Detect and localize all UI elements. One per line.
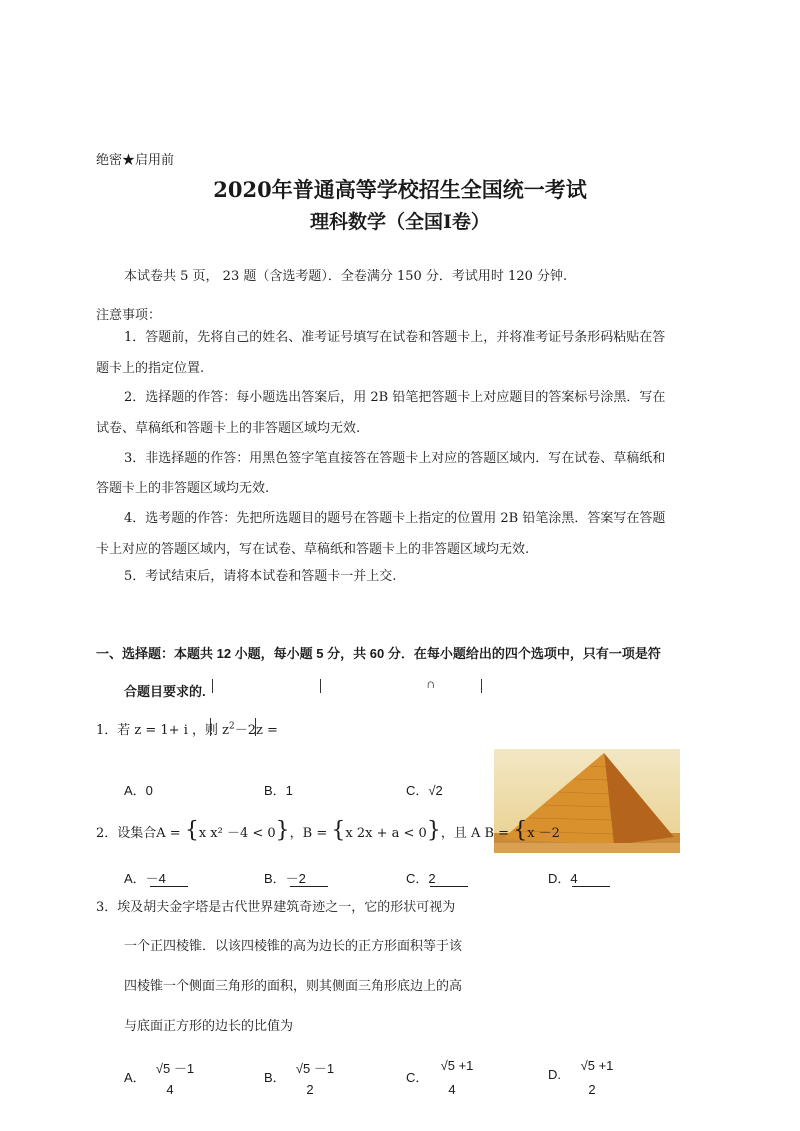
brace-open: { — [331, 818, 346, 843]
q3-option-a-denominator: 4 — [166, 1082, 174, 1097]
q2-option-b-underline — [290, 886, 328, 887]
q2-stem-mid: ，B = — [289, 826, 328, 841]
exam-subtitle: 理科数学（全国Ⅰ卷） — [310, 211, 490, 233]
q2-option-d-underline — [572, 886, 610, 887]
exam-intro: 本试卷共 5 页， 23 题（含选考题）．全卷满分 150 分．考试用时 120 分钟. — [124, 269, 568, 284]
stray-intersection-symbol: ∩ — [426, 676, 436, 691]
q3-option-c-label: C． — [406, 1070, 429, 1085]
q2-option-a: A．－4 — [124, 871, 166, 886]
q2-option-b: B．－2 — [264, 871, 306, 886]
note-1-line-2: 题卡上的指定位置. — [96, 361, 205, 376]
q3-option-d-label: D. — [548, 1067, 561, 1082]
q3-option-b-label: B． — [264, 1070, 286, 1085]
q2-stem-end: ，且 A B = — [440, 826, 510, 841]
q1-option-a: A．0 — [124, 783, 153, 798]
q2-set-b: x 2x + a < 0 — [345, 826, 427, 841]
q1-option-c: C．√2 — [406, 783, 443, 798]
note-3-line-1: 3．非选择题的作答：用黑色签字笔直接答在答题卡上对应的答题区域内．写在试卷、草稿纸和 — [124, 451, 666, 466]
note-2-line-1: 2．选择题的作答：每小题选出答案后，用 2B 铅笔把答题卡上对应题目的答案标号涂黑．写在 — [124, 390, 666, 405]
brace-open: { — [184, 818, 199, 843]
q2-stem — [96, 820, 560, 842]
q1-stem-start: 1．若 z = 1+ i ，则 z — [96, 723, 229, 738]
brace-close: } — [275, 818, 290, 843]
note-4-line-1: 4．选考题的作答：先把所选题目的题号在答题卡上指定的位置用 2B 铅笔涂黑．答案写在答题 — [124, 511, 666, 526]
q2-option-a-underline — [150, 886, 188, 887]
q1-stem-end: = — [262, 723, 278, 738]
note-2-line-2: 试卷、草稿纸和答题卡上的非答题区域均无效. — [96, 421, 361, 436]
q2-option-c: C．2 — [406, 871, 436, 886]
q1-exponent: 2 — [228, 721, 235, 732]
abs-bar-left — [210, 718, 211, 736]
q2-option-d: D．4 — [548, 871, 578, 886]
q3-line-3: 四棱锥一个侧面三角形的面积，则其侧面三角形底边上的高 — [124, 979, 463, 994]
notes-heading: 注意事项： — [96, 308, 162, 323]
q2-set-c: x －2 — [527, 826, 560, 841]
q3-option-c-numerator: √5 +1 — [440, 1058, 474, 1073]
q3-option-a-label: A． — [124, 1070, 146, 1085]
q2-option-c-underline — [430, 886, 468, 887]
q3-option-d-numerator: √5 +1 — [580, 1058, 614, 1073]
brace-open: { — [513, 818, 528, 843]
stray-bar — [320, 679, 321, 693]
exam-title: 2020年普通高等学校招生全国统一考试 — [213, 177, 587, 202]
note-4-line-2: 卡上对应的答题区域内，写在试卷、草稿纸和答题卡上的非答题区域均无效. — [96, 542, 530, 557]
section-heading-line-2: 合题目要求的. — [124, 684, 206, 699]
q3-option-d-denominator: 2 — [588, 1082, 596, 1097]
q3-option-c-denominator: 4 — [448, 1082, 456, 1097]
q3-option-b-denominator: 2 — [306, 1082, 314, 1097]
q1-stem — [96, 719, 278, 738]
q3-line-2: 一个正四棱锥．以该四棱锥的高为边长的正方形面积等于该 — [124, 939, 463, 954]
q3-line-4: 与底面正方形的边长的比值为 — [124, 1019, 294, 1034]
q1-stem-mid: －2z — [234, 723, 263, 738]
abs-bar-right — [255, 718, 256, 736]
stray-bar — [481, 679, 482, 693]
confidential-label: 绝密★启用前 — [96, 153, 175, 168]
q2-stem-start: 2．设集合A = — [96, 826, 181, 841]
stray-bar — [212, 679, 213, 693]
note-5-line-1: 5．考试结束后，请将本试卷和答题卡一并上交. — [124, 569, 397, 584]
note-1-line-1: 1．答题前，先将自己的姓名、准考证号填写在试卷和答题卡上，并将准考证号条形码粘贴在答 — [124, 330, 666, 345]
q2-set-a: x x² －4 < 0 — [198, 826, 276, 841]
note-3-line-2: 答题卡上的非答题区域均无效. — [96, 481, 270, 496]
section-heading-line-1: 一、选择题：本题共 12 小题，每小题 5 分，共 60 分．在每小题给出的四个选项中，只有一项是符 — [96, 646, 661, 661]
q3-line-1: 3．埃及胡夫金字塔是古代世界建筑奇迹之一，它的形状可视为 — [96, 900, 456, 915]
brace-close: } — [426, 818, 441, 843]
q3-option-a-numerator: √5 －1 — [155, 1061, 195, 1076]
q1-option-b: B．1 — [264, 783, 293, 798]
q3-option-b-numerator: √5 －1 — [295, 1061, 335, 1076]
